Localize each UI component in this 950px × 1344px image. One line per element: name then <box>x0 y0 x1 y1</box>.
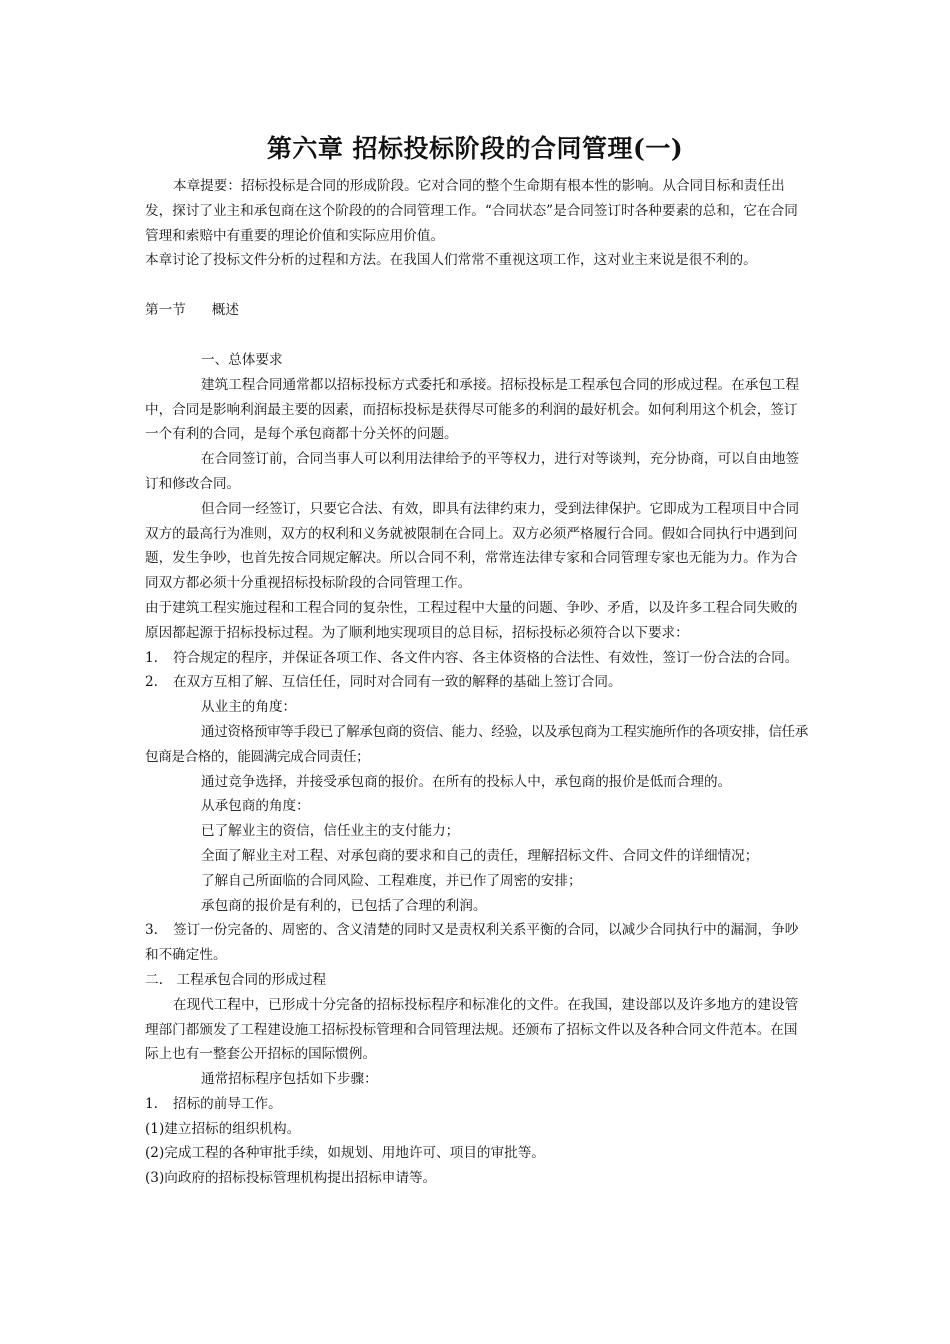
step-item <box>145 1092 809 1117</box>
document-body <box>145 174 809 1191</box>
paragraph: 在合同签订前，合同当事人可以利用法律给予的平等权力，进行对等谈判，充分协商，可以自由地签订和修改合同。 <box>145 451 800 492</box>
spacer <box>145 273 809 298</box>
requirement-item <box>145 670 809 695</box>
subsection-heading: 二. 工程承包合同的形成过程 <box>145 971 327 988</box>
perspective-item: 承包商的报价是有利的，已包括了合理的利润。 <box>201 897 487 914</box>
chapter-title: 第六章 招标投标阶段的合同管理(一) <box>266 134 684 163</box>
item-number: 3. <box>145 922 158 939</box>
subsection-heading: 一、总体要求 <box>201 351 283 368</box>
steps-intro: 通常招标程序包括如下步骤： <box>201 1071 378 1088</box>
perspective-item: 了解自己所面临的合同风险、工程难度，并已作了周密的安排； <box>201 872 582 889</box>
item-text: 在双方互相了解、互信任任，同时对合同有一致的解释的基础上签订合同。 <box>173 674 622 691</box>
item-number: 1. <box>145 649 158 666</box>
substep-item: (3)向政府的招标投标管理机构提出招标申请等。 <box>145 1170 437 1187</box>
section-number: 第一节 <box>145 302 186 319</box>
paragraph: 但合同一经签订，只要它合法、有效，即具有法律约束力，受到法律保护。它即成为工程项目中合同双方的最高行为准则，双方的权利和义务就被限制在合同上。双方必须严格履行合同。假如合同执行中遇到问题，发生争吵，也首先按合同规定解决。所以合同不利，常常连法律专家和合同管理专家也无能为力。作为合同双方都必须十分重视招标投标阶段的合同管理工作。 <box>145 500 800 592</box>
perspective-heading: 从承包商的角度： <box>201 798 310 815</box>
perspective-item: 全面了解业主对工程、对承包商的要求和自己的责任，理解招标文件、合同文件的详细情况； <box>201 847 759 864</box>
paragraph: 建筑工程合同通常都以招标投标方式委托和承接。招标投标是工程承包合同的形成过程。在承包工程中，合同是影响利润最主要的因素，而招标投标是获得尽可能多的利润的最好机会。如何利用这个机会，签订一个有利的合同，是每个承包商都十分关怀的问题。 <box>145 376 800 443</box>
item-number: 1. <box>145 1095 158 1112</box>
substep-item: (2)完成工程的各种审批手续，如规划、用地许可、项目的审批等。 <box>145 1145 545 1162</box>
paragraph: 由于建筑工程实施过程和工程合同的复杂性，工程过程中大量的问题、争吵、矛盾，以及许多工程合同失败的原因都起源于招标投标过程。为了顺利地实现项目的总目标，招标投标必须符合以下要求： <box>145 599 798 641</box>
perspective-heading: 从业主的角度： <box>201 699 297 716</box>
perspective-item: 通过资格预审等手段已了解承包商的资信、能力、经验，以及承包商为工程实施所作的各项安排，信任承包商是合格的，能圆满完成合同责任； <box>145 723 808 765</box>
perspective-item: 通过竞争选择，并接受承包商的报价。在所有的投标人中，承包商的报价是低而合理的。 <box>201 773 732 790</box>
section-heading <box>145 298 809 323</box>
requirement-item <box>145 646 809 671</box>
spacer <box>145 323 809 348</box>
chapter-summary: 本章提要：招标投标是合同的形成阶段。它对合同的整个生命期有根本性的影响。从合同目标和责任出发，探讨了业主和承包商在这个阶段的的合同管理工作。“合同状态”是合同签订时各种要素的总和，它在合同管理和索赔中有重要的理论价值和实际应用价值。 <box>145 178 798 244</box>
item-text: 招标的前导工作。 <box>173 1095 282 1112</box>
perspective-item: 已了解业主的资信，信任业主的支付能力； <box>201 823 460 840</box>
requirement-item <box>145 918 809 968</box>
substep-item: (1)建立招标的组织机构。 <box>145 1120 301 1137</box>
chapter-summary-continued: 本章讨论了投标文件分析的过程和方法。在我国人们常常不重视这项工作，这对业主来说是很不利的。 <box>145 252 757 269</box>
paragraph: 在现代工程中，已形成十分完备的招标投标程序和标准化的文件。在我国，建设部以及许多地方的建设管理部门都颁发了工程建设施工招标投标管理和合同管理法规。还颁布了招标文件以及各种合同文件范本。在国际上也有一整套公开招标的国际惯例。 <box>145 996 799 1063</box>
item-text: 签订一份完备的、周密的、含义清楚的同时又是责权利关系平衡的合同，以减少合同执行中的漏洞，争吵和不确定性。 <box>145 922 799 964</box>
item-number: 2. <box>145 674 158 691</box>
item-text: 符合规定的程序，并保证各项工作、各文件内容、各主体资格的合法性、有效性，签订一份合法的合同。 <box>173 649 799 666</box>
section-name: 概述 <box>211 302 239 319</box>
